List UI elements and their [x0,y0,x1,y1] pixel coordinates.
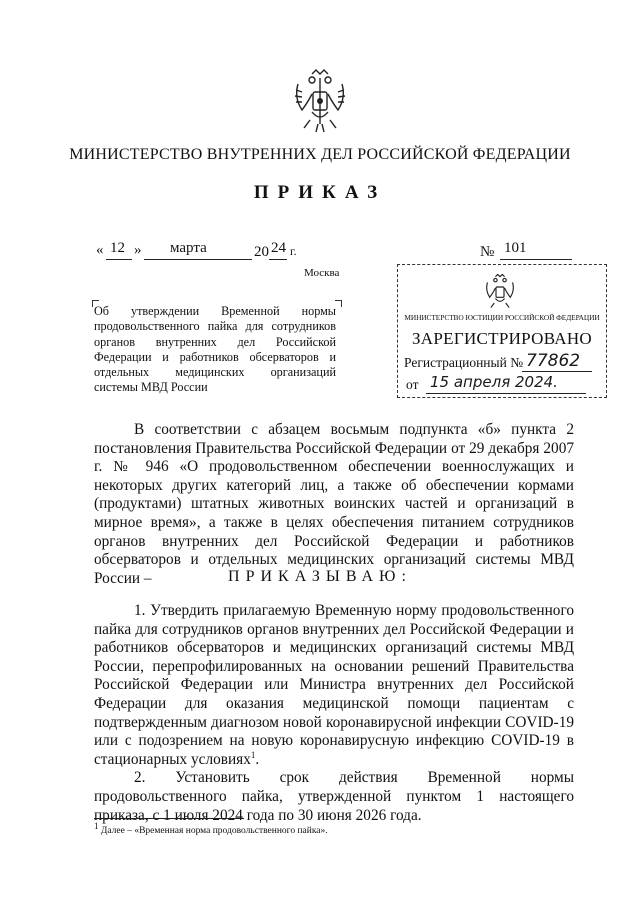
reg-date-underline [426,393,586,394]
date-day: 12 [110,240,125,256]
footnote-ref: 1 [250,749,256,760]
registration-stamp [397,264,607,398]
month-underline [144,259,252,260]
year-underline [269,259,287,260]
date-year-abbr: г. [290,244,297,258]
preamble [94,421,574,588]
stamp-registered: ЗАРЕГИСТРИРОВАНО [411,329,593,348]
corner-mark-left [92,300,99,307]
order-date [96,240,316,262]
order-subject [94,304,336,396]
date-close-quote: » [134,242,142,258]
number-sign: № [480,244,495,260]
date-open-quote: « [96,242,104,258]
order-items [94,602,574,825]
double-headed-eagle-icon [482,271,518,311]
preamble-text: В соответствии с абзацем восьмым подпункта «б» пункта 2 постановления Правительства Российской Федерации от 29 декабря 2007 г. № 946 «О продовольственном обеспечении военнослужащих и некоторых других категорий лиц, а также об обеспечении кормами (продуктами) штатных животных воинских частей и организаций в мирное время», а также в целях обеспечения питанием сотрудников органов внутренних дел Российской Федерации и работников обсерваторов и отдельных медицинских организаций системы МВД России – [94,421,574,587]
order-item-2: 2. Установить срок действия Временной нормы продовольственного пайка, утвержденной пунктом 1 настоящего приказа, с 1 июля 2024 года по 30 июня 2026 года. [94,769,574,824]
stamp-from-label: от [406,377,419,392]
date-month: марта [170,240,207,256]
footnote-rule [94,818,244,819]
footnote-text: Далее – «Временная норма продовольственного пайка». [100,826,328,837]
number-underline [500,259,572,260]
day-underline [106,259,132,260]
footnote-mark: 1 [94,821,99,831]
stamp-reg-number: 77862 [526,351,581,371]
reg-number-underline [522,371,592,372]
order-word: ПРИКАЗЫВАЮ: [228,568,412,585]
double-headed-eagle-icon [290,64,350,134]
number-value: 101 [504,240,527,256]
corner-mark-right [335,300,342,307]
document-type-title: ПРИКАЗ [253,182,387,203]
stamp-reg-label: Регистрационный № [404,355,524,370]
subject-text: Об утверждении Временной нормы продовольственного пайка для сотрудников органов внутренних дел Российской Федерации и работников обсерваторов и отдельных медицинских организаций системы МВД России [94,304,336,395]
order-item-1-text: 1. Утвердить прилагаемую Временную норму продовольственного пайка для сотрудников органов внутренних дел Российской Федерации и работников обсерваторов и медицинских организаций системы МВД России, перепрофилированных на основании решений Правительства Российской Федерации или Министра внутренних дел Российской Федерации для оказания медицинской помощи пациентам с подтвержденным диагнозом новой коронавирусной инфекции COVID-19 или с подозрением на новую коронавирусную инфекцию COVID-19 в стационарных условиях [94,602,574,768]
footnote [94,821,328,837]
date-year-suffix: 24 [271,240,286,256]
order-item-1-tail: . [255,750,260,768]
stamp-organization: МИНИСТЕРСТВО ЮСТИЦИИ РОССИЙСКОЙ ФЕДЕРАЦИИ [404,313,600,322]
stamp-reg-date: 15 апреля 2024. [430,373,558,391]
order-item-1 [94,602,574,769]
ministry-name: МИНИСТЕРСТВО ВНУТРЕННИХ ДЕЛ РОССИЙСКОЙ ФЕДЕРАЦИИ [69,146,571,163]
city: Москва [304,267,340,279]
date-year-prefix: 20 [254,244,269,260]
